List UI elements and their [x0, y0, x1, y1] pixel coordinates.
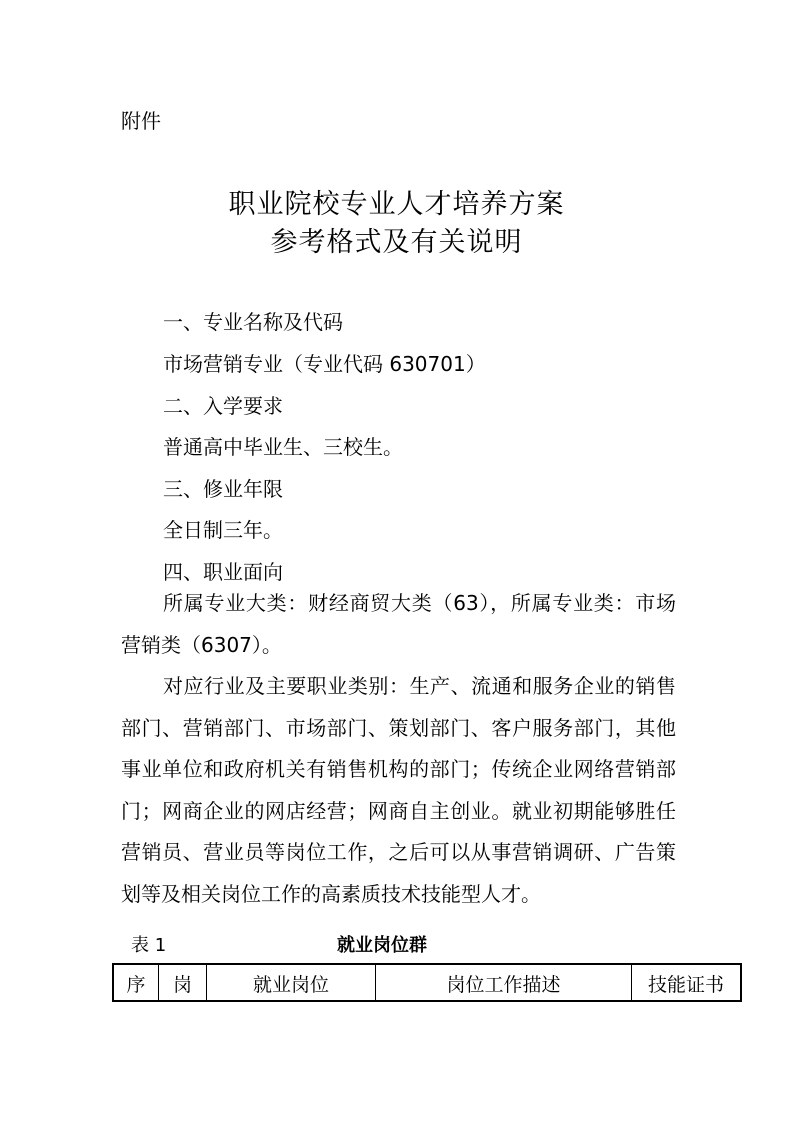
- section-body-1: 市场营销专业（专业代码 630701）: [163, 352, 486, 376]
- table-caption-title: 就业岗位群: [337, 935, 427, 956]
- header-skill-certificate: 技能证书: [632, 964, 742, 1001]
- document-title-line2: 参考格式及有关说明: [270, 227, 523, 258]
- document-title-line1: 职业院校专业人才培养方案: [228, 189, 565, 220]
- table-header-row: [113, 964, 741, 1001]
- section-body-3: 全日制三年。: [163, 518, 283, 542]
- section-heading-1: 一、专业名称及代码: [163, 310, 343, 334]
- header-job-position: 就业岗位: [207, 964, 376, 1001]
- table-caption-number: 表 1: [131, 935, 167, 956]
- paragraph-career-orientation: 对应行业及主要职业类别：生产、流通和服务企业的销售部门、营销部门、市场部门、策划部门、客户服务部门，其他事业单位和政府机关有销售机构的部门；传统企业网络营销部门；网商企业的网店经营；网商自主创业。就业初期能够胜任营销员、营业员等岗位工作，之后可以从事营销调研、广告策划等及相关岗位工作的高素质技术技能型人才。: [121, 674, 676, 906]
- header-post: 岗: [159, 964, 207, 1001]
- section-heading-2: 二、入学要求: [163, 394, 283, 418]
- paragraph-major-category: 所属专业大类：财经商贸大类（63），所属专业类：市场营销类（6307）。: [121, 591, 676, 657]
- annex-label: 附件: [121, 109, 161, 133]
- section-heading-4: 四、职业面向: [163, 560, 283, 584]
- header-job-description: 岗位工作描述: [376, 964, 632, 1001]
- section-body-2: 普通高中毕业生、三校生。: [163, 435, 403, 459]
- header-index: 序: [113, 964, 159, 1001]
- section-heading-3: 三、修业年限: [163, 477, 283, 501]
- employment-positions-table: [112, 963, 742, 1002]
